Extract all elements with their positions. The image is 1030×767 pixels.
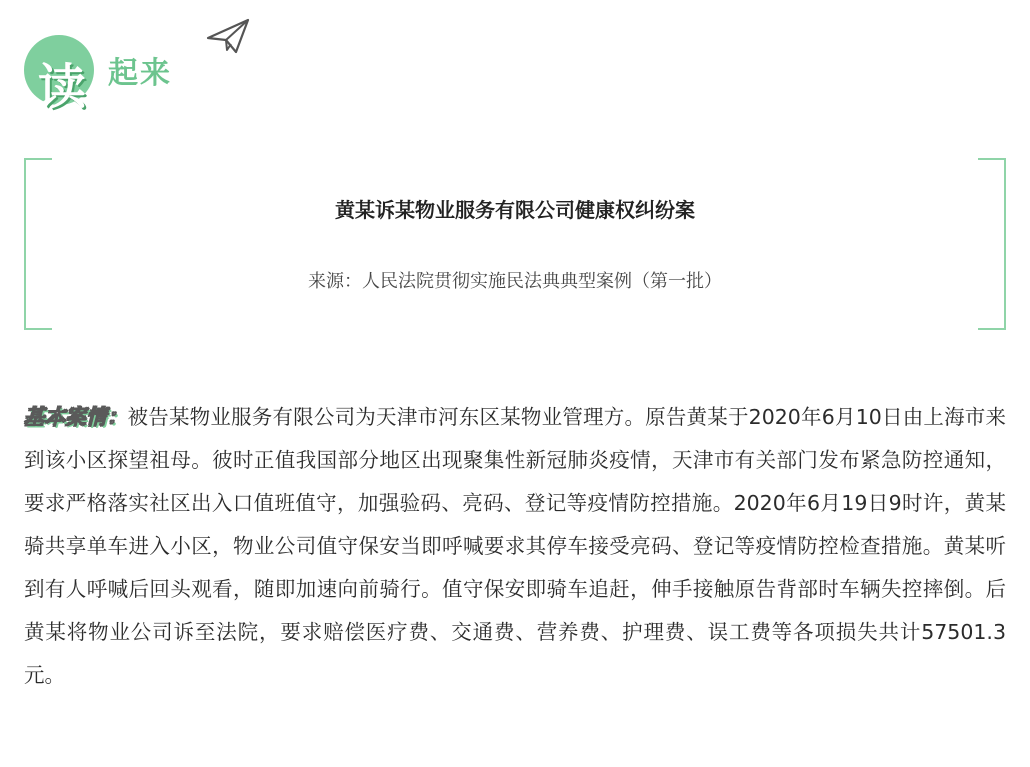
case-title: 黄某诉某物业服务有限公司健康权纠纷案 (335, 198, 695, 222)
case-frame (24, 158, 1006, 328)
case-description (24, 396, 1006, 697)
read-badge-circle (24, 35, 94, 115)
lead-label: 基本案情： (24, 405, 128, 429)
frame-bracket-left (24, 158, 52, 330)
read-badge-char: 读 (38, 59, 87, 115)
case-source: 来源：人民法院贯彻实施民法典典型案例（第一批） (308, 271, 722, 292)
case-description-text: 被告某物业服务有限公司为天津市河东区某物业管理方。原告黄某于2020年6月10日由上海市来到该小区探望祖母。彼时正值我国部分地区出现聚集性新冠肺炎疫情，天津市有关部门发布紧急防控通知，要求严格落实社区出入口值班值守，加强验码、亮码、登记等疫情防控措施。2020年6月19日9时许，黄某骑共享单车进入小区，物业公司值守保安当即呼喊要求其停车接受亮码、登记等疫情防控检查措施。黄某听到有人呼喊后回头观看，随即加速向前骑行。值守保安即骑车追赶，伸手接触原告背部时车辆失控摔倒。后黄某将物业公司诉至法院，要求赔偿医疗费、交通费、营养费、护理费、误工费等各项损失共计57501.3元。 (24, 405, 1007, 687)
section-header (24, 18, 264, 115)
frame-bracket-right (978, 158, 1006, 330)
section-title: 起来 (108, 56, 172, 91)
paper-plane-icon (206, 18, 250, 54)
